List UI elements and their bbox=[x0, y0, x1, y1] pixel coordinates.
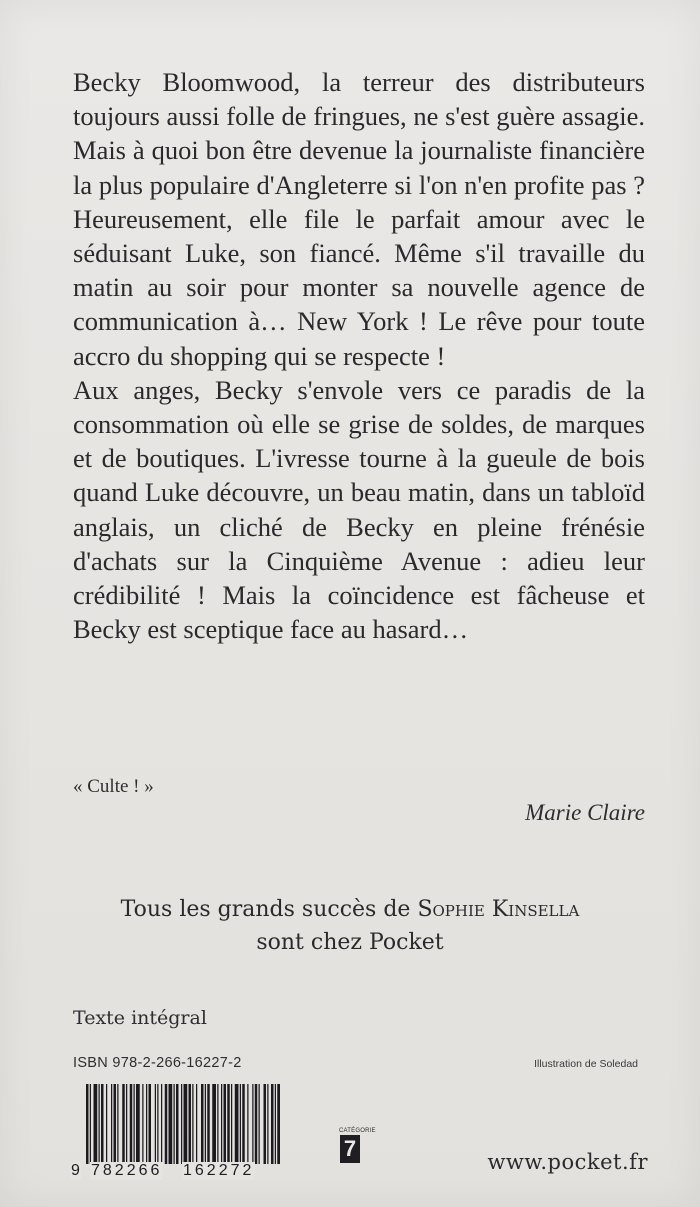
barcode-stripe bbox=[114, 1084, 117, 1164]
barcode-stripe bbox=[169, 1084, 173, 1164]
review-quote: « Culte ! » bbox=[73, 776, 154, 797]
barcode-stripe bbox=[227, 1084, 230, 1164]
barcode-stripe bbox=[142, 1084, 143, 1164]
barcode-stripe bbox=[221, 1084, 222, 1164]
barcode-stripe bbox=[174, 1084, 175, 1164]
blurb-paragraph-2: Aux anges, Becky s'envole vers ce paradis de la consommation où elle se grise de soldes, de marques et de boutiques. L'ivresse tourne à la gueule de bois quand Luke découvre, un beau matin, dans un tabloïd anglais, un cliché de Becky en pleine frénésie d'achats sur la Cinquième Avenue : adieu leur crédibilité ! Mais la coïncidence est fâcheuse et Becky est sceptique face au hasard… bbox=[73, 374, 645, 645]
barcode-stripe bbox=[130, 1084, 133, 1164]
illustration-credit: Illustration de Soledad bbox=[534, 1058, 638, 1070]
barcode-stripe bbox=[155, 1084, 156, 1164]
barcode-stripe bbox=[235, 1084, 239, 1164]
barcode-stripe bbox=[247, 1084, 248, 1164]
barcode-stripe bbox=[149, 1084, 152, 1164]
author-name: Sophie Kinsella bbox=[417, 897, 580, 922]
blurb-text bbox=[73, 65, 645, 646]
promo-line-1 bbox=[0, 893, 700, 926]
barcode-stripe bbox=[196, 1084, 197, 1164]
barcode-stripe bbox=[157, 1084, 158, 1164]
barcode-stripe bbox=[242, 1084, 245, 1164]
barcode-digits-group-2: 162272 bbox=[183, 1162, 255, 1179]
barcode-stripe bbox=[267, 1084, 268, 1164]
category-number: 7 bbox=[340, 1135, 360, 1163]
barcode-stripe bbox=[165, 1084, 168, 1164]
barcode-digit-first: 9 bbox=[71, 1162, 80, 1179]
promo-text bbox=[0, 893, 700, 959]
barcode-stripe bbox=[207, 1084, 210, 1164]
edition-label: Texte intégral bbox=[73, 1007, 207, 1029]
barcode-stripe bbox=[136, 1084, 140, 1164]
barcode-stripe bbox=[264, 1084, 267, 1164]
barcode-stripe bbox=[192, 1084, 193, 1164]
barcode-stripe bbox=[99, 1084, 100, 1164]
barcode-stripe bbox=[252, 1084, 253, 1164]
barcode-stripe bbox=[117, 1084, 118, 1164]
promo-prefix: Tous les grands succès de bbox=[120, 897, 418, 922]
barcode-stripe bbox=[111, 1084, 112, 1164]
barcode-digits-group-1: 782266 bbox=[91, 1162, 163, 1179]
isbn-number: ISBN 978-2-266-16227-2 bbox=[73, 1055, 242, 1071]
category-badge bbox=[339, 1128, 376, 1163]
barcode-stripe bbox=[259, 1084, 260, 1164]
barcode-stripe bbox=[161, 1084, 162, 1164]
barcode-stripe bbox=[176, 1084, 179, 1164]
barcode-stripe bbox=[240, 1084, 241, 1164]
barcode-stripe bbox=[275, 1084, 276, 1164]
blurb-paragraph-1: Becky Bloomwood, la terreur des distributeurs toujours aussi folle de fringues, ne s'est guère assagie. Mais à quoi bon être devenue la journaliste financière la plus populaire d'Angleterre si l'on n'en profite pas ? Heureusement, elle file le parfait amour avec le séduisant Luke, son fiancé. Même s'il travaille du matin au soir pour monter sa nouvelle agence de communication à… New York ! Le rêve pour toute accro du shopping qui se respecte ! bbox=[73, 67, 645, 371]
barcode-stripe bbox=[201, 1084, 204, 1164]
barcode-stripe bbox=[271, 1084, 274, 1164]
barcode-stripe bbox=[224, 1084, 227, 1164]
barcode-stripe bbox=[134, 1084, 135, 1164]
barcode-stripe bbox=[101, 1084, 104, 1164]
barcode-stripe bbox=[184, 1084, 188, 1164]
barcode-stripe bbox=[146, 1084, 147, 1164]
barcode-stripe bbox=[212, 1084, 216, 1164]
barcode-stripe bbox=[86, 1084, 89, 1164]
promo-line-2: sont chez Pocket bbox=[256, 930, 444, 955]
review-source: Marie Claire bbox=[525, 800, 645, 825]
barcode-stripe bbox=[106, 1084, 107, 1164]
publisher-website: www.pocket.fr bbox=[487, 1150, 648, 1174]
barcode-stripe bbox=[181, 1084, 182, 1164]
barcode-stripe bbox=[189, 1084, 192, 1164]
barcode-stripe bbox=[126, 1084, 127, 1164]
barcode-stripe bbox=[255, 1084, 258, 1164]
barcode-stripe bbox=[122, 1084, 125, 1164]
barcode-stripe bbox=[90, 1084, 91, 1164]
barcode-stripe bbox=[277, 1084, 280, 1164]
barcode-stripe bbox=[217, 1084, 218, 1164]
barcode-stripe bbox=[205, 1084, 206, 1164]
category-label: CATÉGORIE bbox=[339, 1128, 376, 1134]
barcode-stripe bbox=[94, 1084, 98, 1164]
barcode-stripe bbox=[231, 1084, 232, 1164]
